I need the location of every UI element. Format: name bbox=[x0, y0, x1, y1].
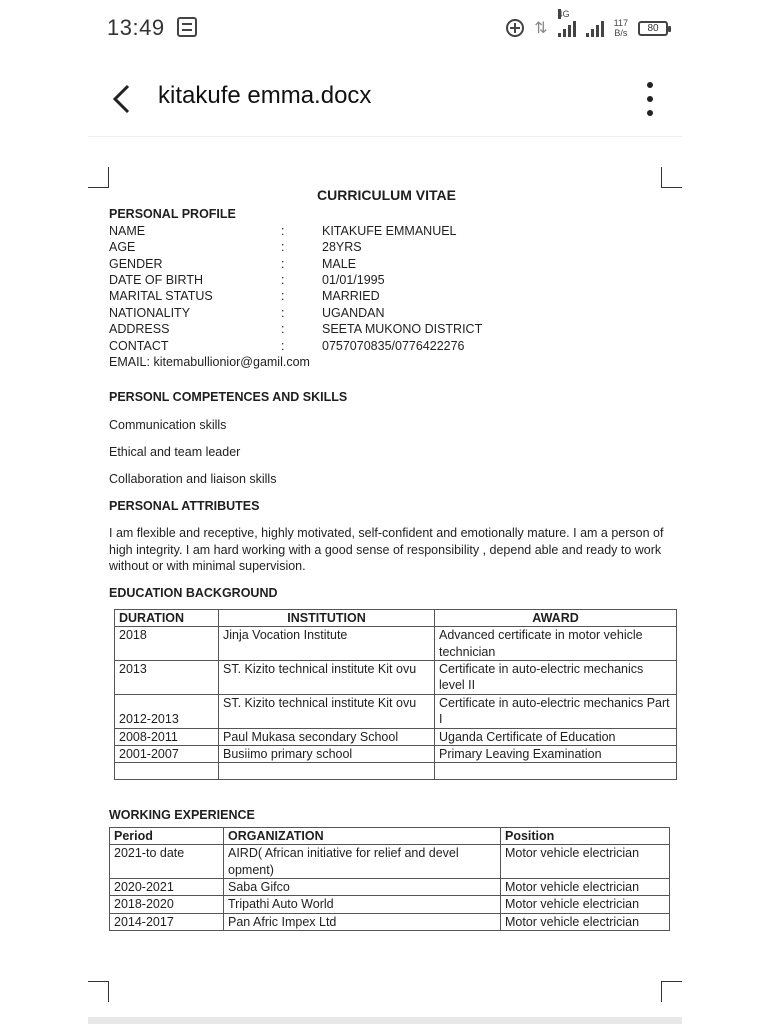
work-row bbox=[110, 845, 670, 879]
education-cell-institution bbox=[219, 763, 435, 780]
education-cell-duration: 2001-2007 bbox=[115, 746, 219, 763]
more-dot-icon bbox=[647, 110, 653, 116]
profile-value: 0757070835/0776422276 bbox=[322, 338, 465, 353]
education-table bbox=[114, 609, 677, 781]
profile-colon: : bbox=[281, 272, 285, 287]
education-cell-institution: ST. Kizito technical institute Kit ovu bbox=[219, 661, 435, 695]
profile-label: MARITAL STATUS bbox=[109, 289, 213, 304]
work-cell-organization: Pan Afric Impex Ltd bbox=[224, 913, 501, 930]
back-button[interactable] bbox=[108, 82, 138, 116]
profile-label: GENDER bbox=[109, 256, 163, 271]
profile-list bbox=[109, 223, 664, 354]
education-col-institution: INSTITUTION bbox=[219, 609, 435, 626]
work-col-period: Period bbox=[110, 827, 224, 844]
education-row bbox=[115, 661, 677, 695]
education-cell-institution: ST. Kizito technical institute Kit ovu bbox=[219, 694, 435, 728]
status-time: 13:49 bbox=[107, 15, 165, 40]
personal-profile-heading: PERSONAL PROFILE bbox=[109, 207, 236, 222]
profile-row bbox=[109, 239, 664, 255]
profile-row bbox=[109, 256, 664, 272]
cv-title: CURRICULUM VITAE bbox=[317, 187, 456, 203]
education-header-row bbox=[115, 609, 677, 626]
document-content bbox=[109, 185, 670, 931]
education-cell-award: Certificate in auto-electric mechanics level II bbox=[435, 661, 677, 695]
education-cell-institution: Jinja Vocation Institute bbox=[219, 627, 435, 661]
work-cell-period: 2014-2017 bbox=[110, 913, 224, 930]
skill-item: Communication skills bbox=[109, 417, 227, 432]
work-col-position: Position bbox=[501, 827, 670, 844]
profile-label: NATIONALITY bbox=[109, 305, 191, 320]
education-cell-award: Uganda Certificate of Education bbox=[435, 728, 677, 745]
profile-label: CONTACT bbox=[109, 338, 169, 353]
network-speed-value: 117 bbox=[613, 18, 628, 28]
education-cell-award: Advanced certificate in motor vehicle technician bbox=[435, 627, 677, 661]
network-type: 4G bbox=[557, 9, 570, 19]
work-cell-period: 2021-to date bbox=[110, 845, 224, 879]
signal-icon bbox=[586, 19, 604, 37]
back-arrow-icon bbox=[108, 82, 138, 116]
education-row bbox=[115, 728, 677, 745]
app-header bbox=[88, 60, 682, 137]
work-cell-organization: Saba Gifco bbox=[224, 879, 501, 896]
work-cell-position: Motor vehicle electrician bbox=[501, 845, 670, 879]
education-row bbox=[115, 627, 677, 661]
file-title: kitakufe emma.docx bbox=[158, 82, 372, 109]
work-row bbox=[110, 879, 670, 896]
profile-label: ADDRESS bbox=[109, 322, 170, 337]
education-row bbox=[115, 746, 677, 763]
profile-label: AGE bbox=[109, 240, 136, 255]
education-cell-duration: 2012-2013 bbox=[115, 694, 219, 728]
profile-colon: : bbox=[281, 289, 285, 304]
crop-mark-top-right bbox=[661, 167, 682, 188]
profile-row bbox=[109, 272, 664, 288]
profile-email: EMAIL: kitemabullionior@gamil.com bbox=[109, 354, 310, 369]
profile-colon: : bbox=[281, 305, 285, 320]
education-cell-institution: Paul Mukasa secondary School bbox=[219, 728, 435, 745]
profile-row bbox=[109, 288, 664, 304]
crop-mark-top-left bbox=[88, 167, 109, 188]
notification-icon bbox=[177, 17, 197, 37]
profile-colon: : bbox=[281, 338, 285, 353]
attributes-text: I am flexible and receptive, highly motivated, self-confident and emotionally mature. I am a person of high integrity. I am hard working with a good sense of responsibility , depend able and ready to work without or with minimal supervision. bbox=[109, 526, 664, 573]
work-cell-organization: AIRD( African initiative for relief and devel opment) bbox=[224, 845, 501, 879]
profile-row bbox=[109, 321, 664, 337]
profile-row bbox=[109, 305, 664, 321]
document-page[interactable] bbox=[88, 137, 682, 1017]
more-dot-icon bbox=[647, 82, 653, 88]
signal-4g-icon bbox=[557, 9, 576, 37]
education-col-award: AWARD bbox=[435, 609, 677, 626]
work-cell-position: Motor vehicle electrician bbox=[501, 879, 670, 896]
profile-label: DATE OF BIRTH bbox=[109, 272, 203, 287]
data-activity-icon: ⇅ bbox=[534, 20, 548, 37]
work-cell-organization: Tripathi Auto World bbox=[224, 896, 501, 913]
profile-value: KITAKUFE EMMANUEL bbox=[322, 223, 457, 238]
education-cell-duration: 2018 bbox=[115, 627, 219, 661]
education-cell-award: Certificate in auto-electric mechanics Part I bbox=[435, 694, 677, 728]
profile-colon: : bbox=[281, 223, 285, 238]
skills-heading: PERSONL COMPETENCES AND SKILLS bbox=[109, 390, 348, 405]
profile-colon: : bbox=[281, 256, 285, 271]
work-cell-position: Motor vehicle electrician bbox=[501, 896, 670, 913]
work-table bbox=[109, 827, 670, 931]
network-speed-unit: B/s bbox=[614, 28, 628, 38]
education-cell-institution: Busiimo primary school bbox=[219, 746, 435, 763]
work-row bbox=[110, 896, 670, 913]
crop-mark-bottom-left bbox=[88, 981, 109, 1002]
education-col-duration: DURATION bbox=[115, 609, 219, 626]
profile-colon: : bbox=[281, 322, 285, 337]
work-row bbox=[110, 913, 670, 930]
work-cell-position: Motor vehicle electrician bbox=[501, 913, 670, 930]
profile-label: NAME bbox=[109, 223, 146, 238]
battery-level: 80 bbox=[647, 22, 659, 34]
profile-row bbox=[109, 223, 664, 239]
attributes-heading: PERSONAL ATTRIBUTES bbox=[109, 498, 260, 513]
data-saver-icon bbox=[506, 19, 524, 37]
work-heading: WORKING EXPERIENCE bbox=[109, 808, 255, 823]
profile-colon: : bbox=[281, 240, 285, 255]
education-cell-award bbox=[435, 763, 677, 780]
battery-icon bbox=[638, 21, 668, 36]
crop-mark-bottom-right bbox=[661, 981, 682, 1002]
profile-value: 28YRS bbox=[322, 240, 362, 255]
skill-item: Ethical and team leader bbox=[109, 444, 241, 459]
work-header-row bbox=[110, 827, 670, 844]
more-dot-icon bbox=[647, 96, 653, 102]
education-row bbox=[115, 694, 677, 728]
education-cell-duration bbox=[115, 763, 219, 780]
profile-value: SEETA MUKONO DISTRICT bbox=[322, 322, 483, 337]
education-cell-duration: 2008-2011 bbox=[115, 728, 219, 745]
profile-value: MALE bbox=[322, 256, 357, 271]
education-cell-award: Primary Leaving Examination bbox=[435, 746, 677, 763]
profile-row bbox=[109, 338, 664, 354]
status-bar bbox=[0, 0, 768, 58]
status-icons bbox=[506, 9, 668, 42]
education-row bbox=[115, 763, 677, 780]
skill-item: Collaboration and liaison skills bbox=[109, 471, 277, 486]
more-options-button[interactable] bbox=[644, 82, 656, 116]
profile-value: MARRIED bbox=[322, 289, 380, 304]
work-col-organization: ORGANIZATION bbox=[224, 827, 501, 844]
profile-value: 01/01/1995 bbox=[322, 272, 385, 287]
network-speed bbox=[614, 18, 628, 38]
bottom-bar bbox=[88, 1017, 682, 1024]
work-cell-period: 2018-2020 bbox=[110, 896, 224, 913]
education-heading: EDUCATION BACKGROUND bbox=[109, 586, 278, 601]
work-cell-period: 2020-2021 bbox=[110, 879, 224, 896]
education-cell-duration: 2013 bbox=[115, 661, 219, 695]
profile-value: UGANDAN bbox=[322, 305, 385, 320]
